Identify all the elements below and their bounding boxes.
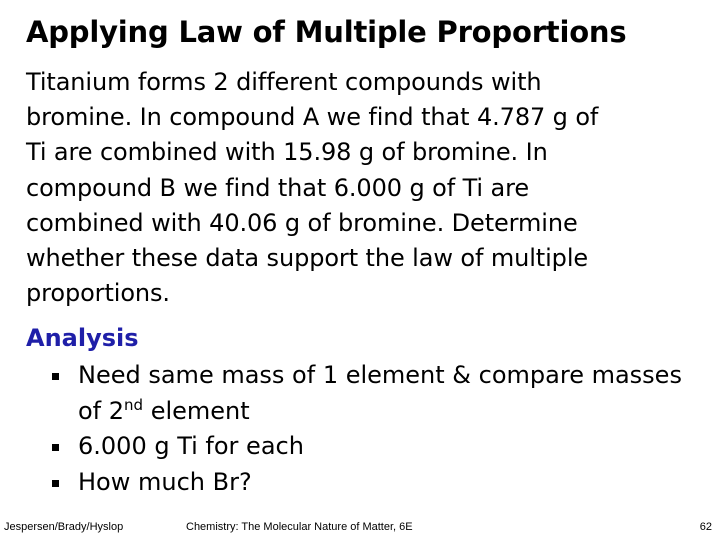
square-bullet-icon [52,465,62,501]
ordinal-superscript: nd [124,395,144,414]
problem-line: whether these data support the law of multiple [26,244,589,273]
bullet-text: How much Br? [78,467,252,496]
analysis-bullet-list [52,358,682,500]
problem-line: Titanium forms 2 different compounds with [26,68,542,96]
problem-line: compound B we find that 6.000 g of Ti are [26,173,530,202]
bullet-text-continuation [78,394,682,430]
bullet-text: 6.000 g Ti for each [78,432,304,460]
footer-book-title: Chemistry: The Molecular Nature of Matter, 6E [186,521,413,533]
footer-authors: Jespersen/Brady/Hyslop [4,521,124,533]
bullet-item-how-much-br [52,465,682,501]
slide-number: 62 [699,521,712,533]
problem-statement [26,65,706,311]
bullet-text-part: of 2 [78,396,125,425]
problem-line: bromine. In compound A we find that 4.787 g of [26,103,599,132]
bullet-text: Need same mass of 1 element & compare masses [78,361,682,389]
problem-line: combined with 40.06 g of bromine. Determine [26,208,578,237]
slide-title: Applying Law of Multiple Proportions [26,15,627,49]
analysis-heading: Analysis [26,324,139,352]
square-bullet-icon [52,429,62,465]
bullet-item-same-mass [52,358,682,429]
square-bullet-icon [52,358,62,394]
bullet-text-part: element [143,396,250,425]
problem-line: Ti are combined with 15.98 g of bromine. In [26,138,548,167]
bullet-item-ti-mass [52,429,682,465]
problem-line: proportions. [26,279,170,308]
